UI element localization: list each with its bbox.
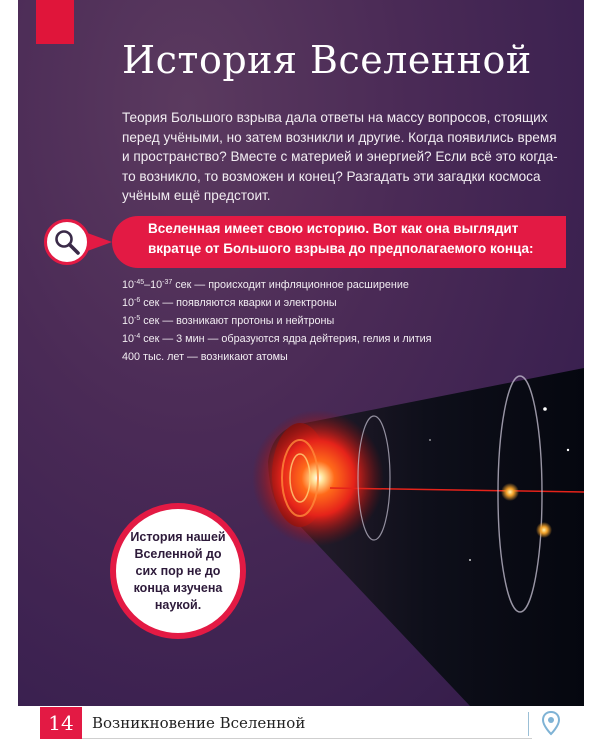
footer-separator	[528, 712, 529, 736]
location-pin-icon	[540, 710, 562, 736]
intro-paragraph: Теория Большого взрыва дала ответы на массу вопросов, стоящих перед учёными, но затем возникли и другие. Когда появились время и пространство? Вместе с материей и энергией? Если всё это когда-то возникло, то возможен и конец? Разгадать эти загадки космоса учёным ещё предстоит.	[122, 110, 558, 203]
timeline-item: $10^{-45}-10^{-37}$ сек — происходит инфляционное расширение	[122, 279, 409, 291]
timeline-item: $10^{-4}$ сек — 3 мин — образуются ядра дейтерия, гелия и лития	[122, 333, 432, 345]
footer-divider	[82, 738, 532, 739]
banner-text: Вселенная имеет свою историю. Вот как она выглядит вкратце от Большого взрыва до предполагаемого конца:	[148, 221, 534, 256]
timeline-item: $10^{-6}$ сек — появляются кварки и электроны	[122, 297, 337, 309]
note-circle	[110, 503, 246, 639]
page-number: 14	[40, 707, 82, 739]
timeline-item: 400 тыс. лет — возникают атомы	[122, 351, 288, 363]
timeline-item: $10^{-5}$ сек — возникают протоны и нейтроны	[122, 315, 335, 327]
page-title: История Вселенной	[122, 38, 532, 82]
note-text: История нашей Вселенной до сих пор не до конца изучена наукой.	[130, 529, 226, 612]
section-title: Возникновение Вселенной	[92, 714, 306, 732]
